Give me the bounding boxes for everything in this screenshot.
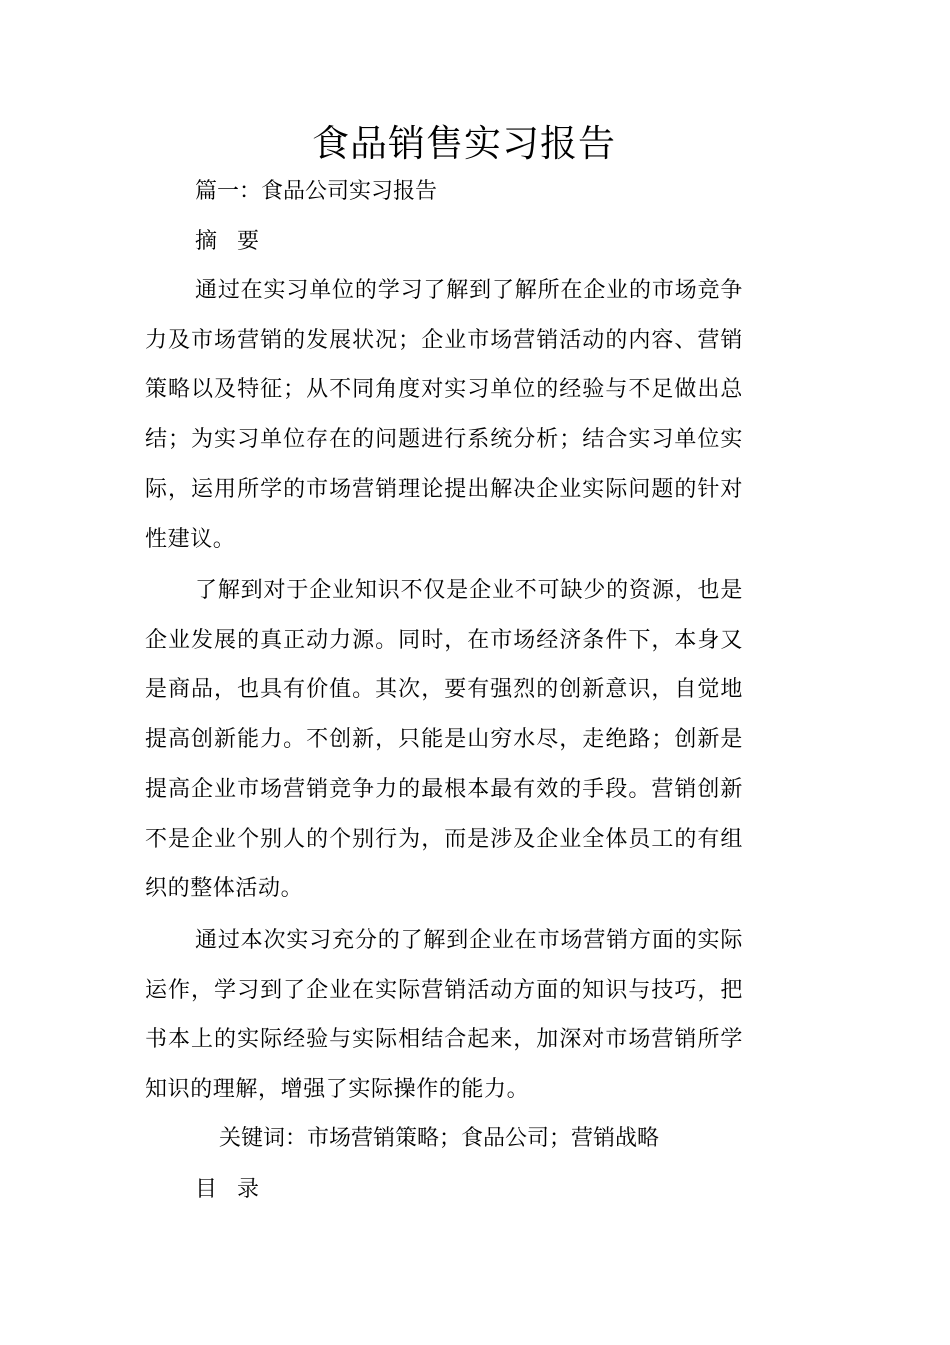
document-title: 食品销售实习报告 (312, 122, 616, 165)
keywords-line: 关键词：市场营销策略；食品公司；营销战略 (219, 1126, 660, 1151)
document-subtitle: 篇一：食品公司实习报告 (195, 179, 438, 204)
abstract-paragraph-3: 通过本次实习充分的了解到企业在市场营销方面的实际运作，学习到了企业在实际营销活动方面的知识与技巧，把书本上的实际经验与实际相结合起来，加深对市场营销所学知识的理解，增强了实际操作的能力。 (145, 928, 743, 1103)
toc-heading: 目录 (195, 1177, 280, 1202)
abstract-paragraph-2: 了解到对于企业知识不仅是企业不可缺少的资源，也是企业发展的真正动力源。同时，在市场经济条件下，本身又是商品，也具有价值。其次，要有强烈的创新意识，自觉地提高创新能力。不创新，只能是山穷水尽，走绝路；创新是提高企业市场营销竞争力的最根本最有效的手段。营销创新不是企业个别人的个别行为，而是涉及企业全体员工的有组织的整体活动。 (145, 578, 743, 902)
abstract-paragraph-1: 通过在实习单位的学习了解到了解所在企业的市场竞争力及市场营销的发展状况；企业市场营销活动的内容、营销策略以及特征；从不同角度对实习单位的经验与不足做出总结；为实习单位存在的问题进行系统分析；结合实习单位实际，运用所学的市场营销理论提出解决企业实际问题的针对性建议。 (145, 278, 743, 552)
abstract-heading: 摘要 (195, 229, 280, 254)
